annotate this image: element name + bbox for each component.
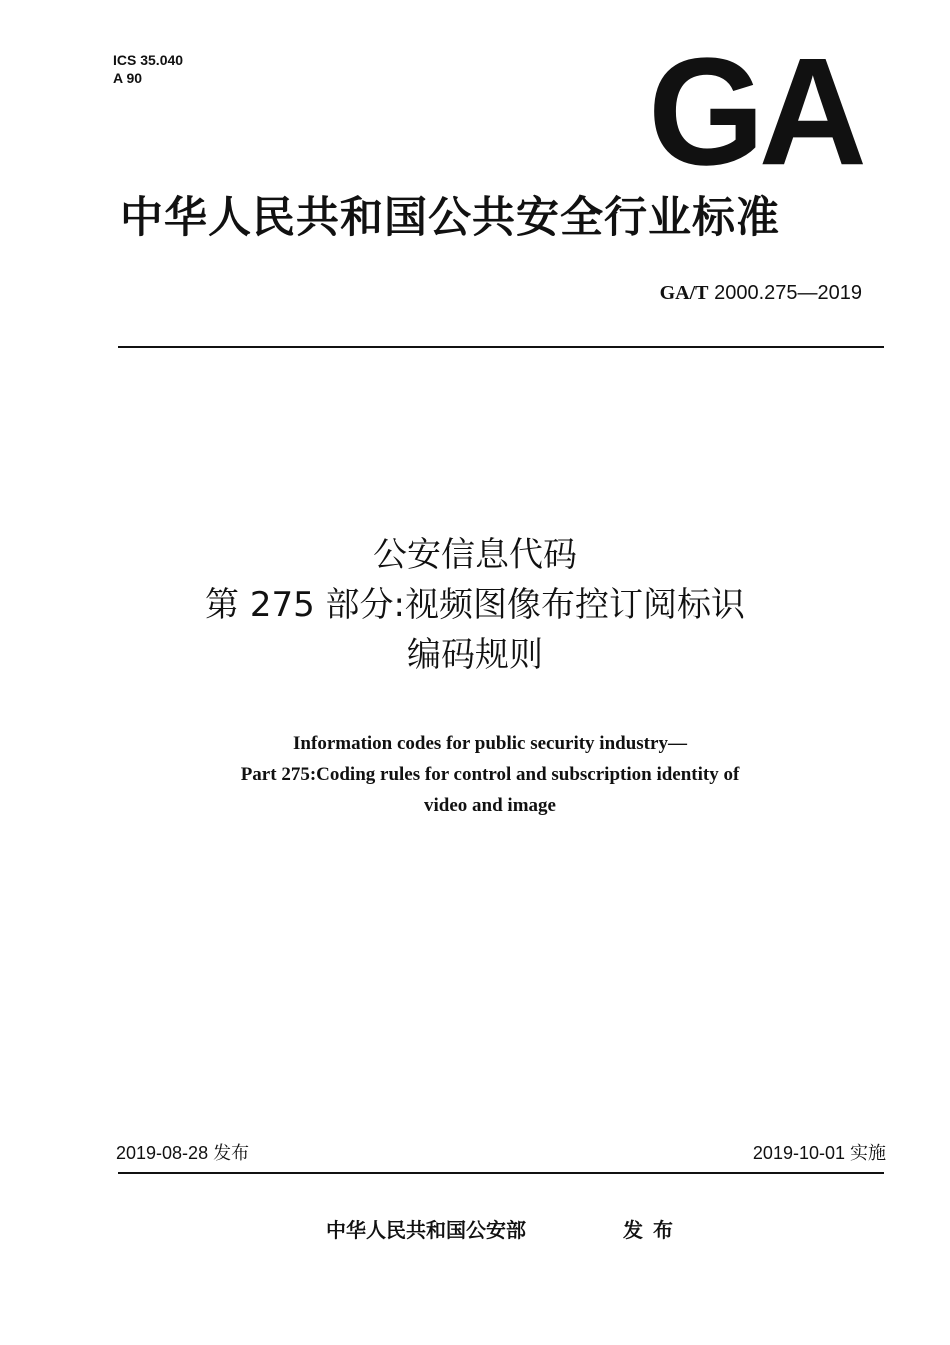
english-title-line-3: video and image <box>424 795 556 816</box>
chinese-title-line-3: 编码规则 <box>407 635 543 675</box>
chinese-title-line-1: 公安信息代码 <box>373 535 577 575</box>
issuing-authority: 中华人民共和国公安部 <box>326 1218 526 1242</box>
organization-title: 中华人民共和国公共安全行业标准 <box>120 193 780 243</box>
bottom-divider <box>118 1172 884 1174</box>
chinese-title-line-2: 第 275 部分:视频图像布控订阅标识 <box>205 585 745 625</box>
chinese-title <box>0 530 950 680</box>
ccs-code: A 90 <box>113 70 143 86</box>
english-title-line-2: Part 275:Coding rules for control and subscription identity of <box>240 764 740 785</box>
english-title-line-1: Information codes for public security industry— <box>293 733 687 754</box>
standard-number <box>660 281 862 305</box>
standard-code: 2000.275—2019 <box>714 282 862 304</box>
english-title <box>0 728 950 821</box>
top-divider <box>118 346 884 348</box>
implementation-date: 2019-10-01 实施 <box>752 1143 886 1163</box>
standard-prefix: GA/T <box>659 282 709 304</box>
classification-codes <box>113 51 183 87</box>
ga-logo: GA <box>648 25 861 197</box>
issue-date: 2019-08-28 发布 <box>116 1143 250 1163</box>
ics-code: ICS 35.040 <box>113 52 184 68</box>
issue-action: 发布 <box>623 1218 683 1242</box>
